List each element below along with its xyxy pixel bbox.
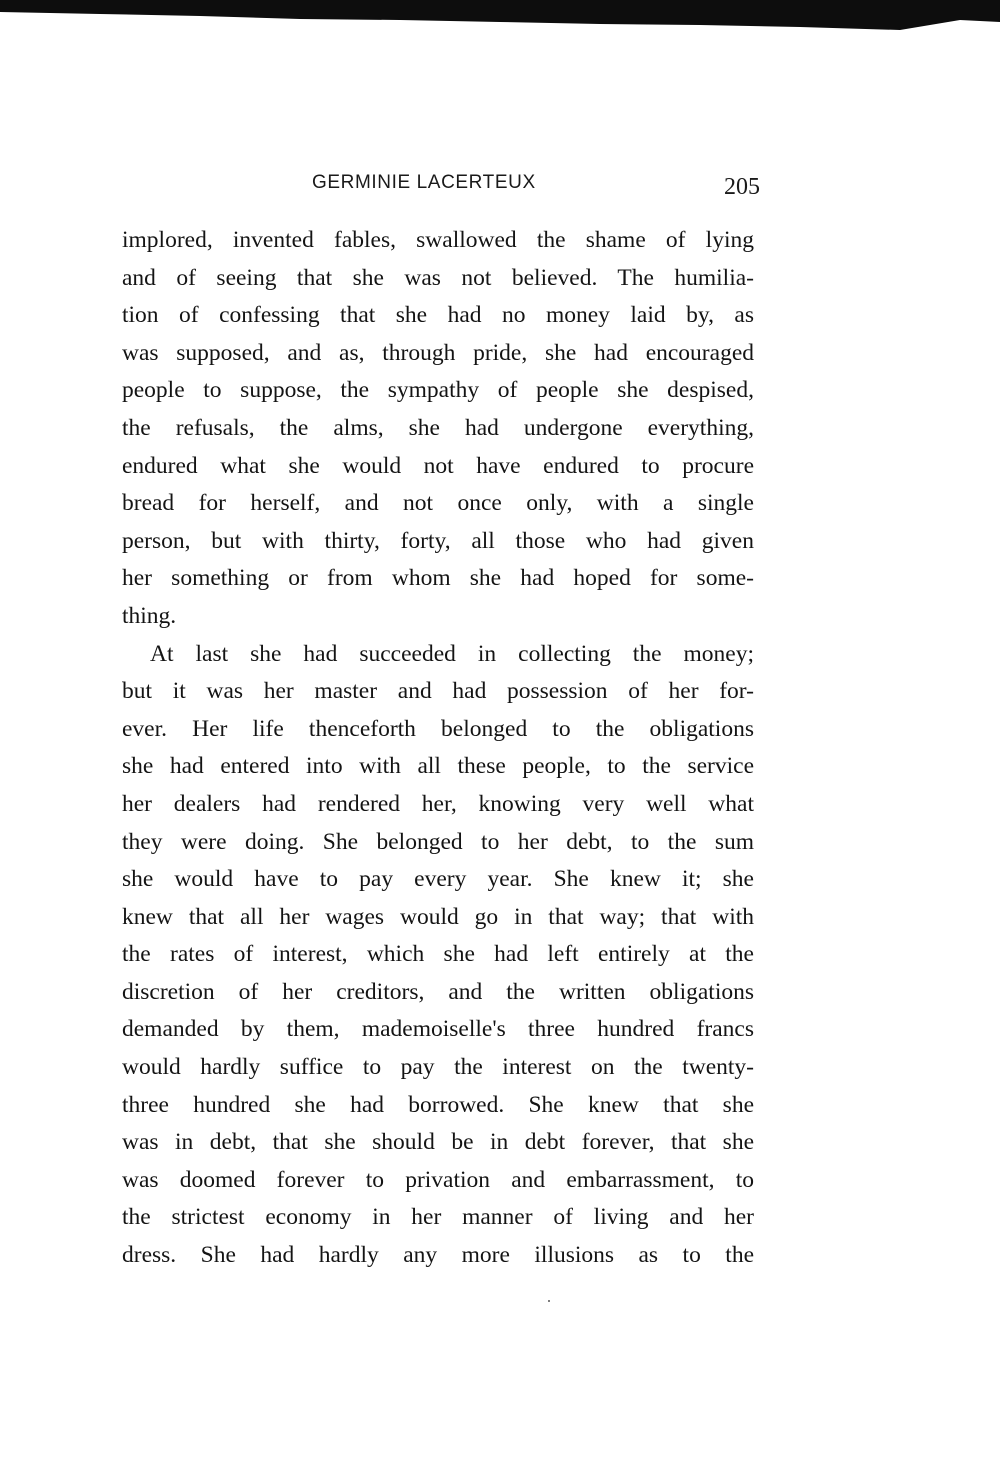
text-line: demanded by them, mademoiselle's three hundred francs [122, 1016, 754, 1043]
text-line: would hardly suffice to pay the interest on the twenty- [122, 1054, 754, 1081]
text-line: her something or from whom she had hoped for some- [122, 565, 754, 592]
text-line: was doomed forever to privation and embarrassment, to [122, 1166, 754, 1193]
text-line: three hundred she had borrowed. She knew that she [122, 1091, 754, 1118]
text-line: her dealers had rendered her, knowing very well what [122, 790, 754, 817]
text-line: tion of confessing that she had no money laid by, as [122, 302, 754, 329]
text-line: thing. [122, 602, 177, 629]
text-line: was in debt, that she should be in debt forever, that she [122, 1129, 754, 1156]
text-line: she would have to pay every year. She knew it; she [122, 866, 754, 893]
running-title: GERMINIE LACERTEUX [312, 172, 536, 193]
page-number: 205 [724, 174, 760, 200]
body-text [122, 222, 754, 1275]
text-line: the rates of interest, which she had left entirely at the [122, 941, 754, 968]
text-line: knew that all her wages would go in that way; that with [122, 903, 754, 930]
text-line: implored, invented fables, swallowed the shame of lying [122, 227, 754, 253]
running-header [312, 172, 760, 202]
text-line: and of seeing that she was not believed. The humilia- [122, 264, 754, 291]
text-line: they were doing. She belonged to her debt, to the sum [122, 828, 754, 855]
text-line: the refusals, the alms, she had undergone everything, [122, 414, 754, 441]
paragraph-2 [122, 636, 754, 1275]
text-line: At last she had succeeded in collecting the money; [150, 640, 754, 667]
scan-edge-bar [0, 0, 1000, 30]
text-line: discretion of her creditors, and the written obligations [122, 978, 754, 1005]
text-line: was supposed, and as, through pride, she had encouraged [122, 339, 754, 366]
text-line: but it was her master and had possession of her for- [122, 678, 754, 705]
text-line: ever. Her life thenceforth belonged to the obligations [122, 715, 754, 742]
scan-speck [548, 1300, 550, 1302]
text-line: the strictest economy in her manner of living and her [122, 1204, 754, 1231]
text-line: bread for herself, and not once only, with a single [122, 490, 754, 517]
text-line: people to suppose, the sympathy of people she despised, [122, 377, 754, 404]
paragraph-1 [122, 222, 754, 636]
text-line: person, but with thirty, forty, all those who had given [122, 527, 754, 554]
text-line: she had entered into with all these people, to the service [122, 753, 754, 780]
text-line: endured what she would not have endured to procure [122, 452, 754, 479]
text-line: dress. She had hardly any more illusions as to the [122, 1242, 754, 1269]
